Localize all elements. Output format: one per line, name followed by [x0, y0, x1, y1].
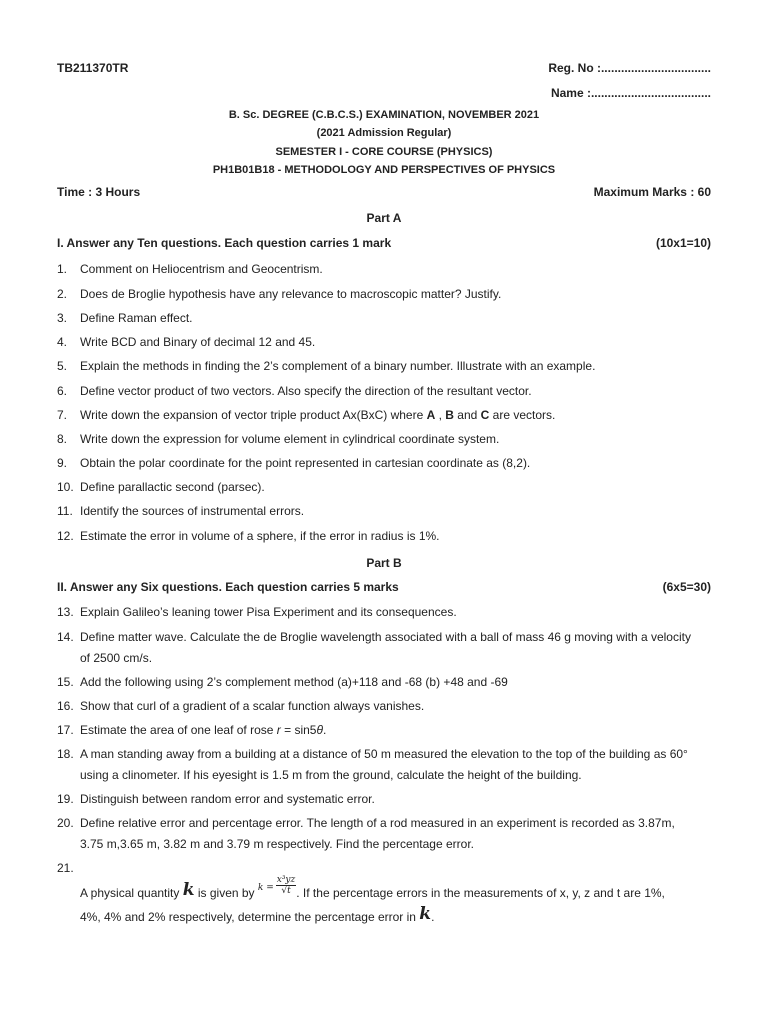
question-text-part: Estimate the area of one leaf of rose — [80, 723, 277, 737]
paper-code: TB211370TR — [57, 61, 129, 75]
part-b-title: Part B — [366, 556, 402, 570]
question-18 — [0, 747, 768, 765]
question-text-part: are vectors. — [489, 408, 556, 422]
question-text-part: Write down the expansion of vector triple product Ax(BxC) where — [80, 408, 427, 422]
question-number: 12. — [57, 529, 74, 543]
question-17 — [0, 723, 768, 741]
question-text: Define Raman effect. — [80, 311, 193, 325]
question-number: 17. — [57, 723, 74, 737]
question-text — [80, 875, 665, 900]
fraction-denominator: √t — [281, 886, 291, 896]
part-b-instruction: II. Answer any Six questions. Each question carries 5 marks — [57, 580, 399, 594]
question-number: 7. — [57, 408, 68, 422]
question-number: 13. — [57, 605, 74, 619]
part-a-marks: (10x1=10) — [655, 236, 711, 250]
question-4 — [0, 335, 768, 353]
semester-line: SEMESTER I - CORE COURSE (PHYSICS) — [275, 146, 493, 158]
question-14 — [0, 630, 768, 648]
question-9 — [0, 456, 768, 474]
question-number: 8. — [57, 432, 68, 446]
question-text: Explain Galileo’s leaning tower Pisa Experiment and its consequences. — [80, 605, 457, 619]
reg-no-field: Reg. No :................................. — [548, 61, 711, 75]
vector-c: C — [480, 408, 490, 422]
question-number: 6. — [57, 384, 68, 398]
question-text: 3.75 m,3.65 m, 3.82 m and 3.79 m respectively. Find the percentage error. — [80, 837, 474, 851]
part-a-title: Part A — [366, 211, 402, 225]
question-10 — [0, 480, 768, 498]
question-number: 19. — [57, 792, 74, 806]
question-text: Add the following using 2’s complement method (a)+118 and -68 (b) +48 and -69 — [80, 675, 508, 689]
question-20 — [0, 816, 768, 834]
question-text: Explain the methods in finding the 2’s complement of a binary number. Illustrate with an example. — [80, 359, 596, 373]
admission-line: (2021 Admission Regular) — [316, 127, 452, 139]
question-number: 9. — [57, 456, 68, 470]
question-text: Distinguish between random error and systematic error. — [80, 792, 375, 806]
question-3 — [0, 311, 768, 329]
question-text: Write down the expression for volume element in cylindrical coordinate system. — [80, 432, 500, 446]
question-text: Identify the sources of instrumental errors. — [80, 504, 305, 518]
question-text: Does de Broglie hypothesis have any relevance to macroscopic matter? Justify. — [80, 287, 502, 301]
question-number: 5. — [57, 359, 68, 373]
question-text: Define matter wave. Calculate the de Broglie wavelength associated with a ball of mass 46 g moving with a velocity — [80, 630, 691, 644]
question-number: 10. — [57, 480, 74, 494]
question-text: Define relative error and percentage error. The length of a rod measured in an experiment is recorded as 3.87m, — [80, 816, 675, 830]
question-21-line-2 — [0, 900, 768, 924]
part-b-marks: (6x5=30) — [662, 580, 711, 594]
question-text: Comment on Heliocentrism and Geocentrism. — [80, 262, 323, 276]
question-13 — [0, 605, 768, 623]
variable-r: r — [276, 723, 281, 737]
separator: , — [435, 408, 446, 422]
question-8 — [0, 432, 768, 450]
question-number: 2. — [57, 287, 68, 301]
question-12 — [0, 529, 768, 547]
question-15 — [0, 675, 768, 693]
question-text — [80, 723, 326, 737]
question-7 — [0, 408, 768, 426]
question-2 — [0, 287, 768, 305]
variable-k: k — [182, 880, 195, 900]
question-number: 3. — [57, 311, 68, 325]
question-20-continued — [0, 837, 768, 855]
variable-k: k — [419, 904, 432, 924]
question-text-part: . If the percentage errors in the measurements of x, y, z and t are 1%, — [296, 886, 665, 900]
question-text: Define vector product of two vectors. Also specify the direction of the resultant vector. — [80, 384, 532, 398]
question-text-part: 4%, 4% and 2% respectively, determine the percentage error in — [80, 910, 420, 924]
question-text: Estimate the error in volume of a sphere, if the error in radius is 1%. — [80, 529, 440, 543]
question-text: Show that curl of a gradient of a scalar function always vanishes. — [80, 699, 425, 713]
exam-title: B. Sc. DEGREE (C.B.C.S.) EXAMINATION, NOVEMBER 2021 — [228, 109, 540, 121]
question-number: 16. — [57, 699, 74, 713]
equation-lhs: k = — [257, 883, 274, 893]
question-18-continued — [0, 768, 768, 786]
question-text-part: A physical quantity — [80, 886, 183, 900]
question-text — [80, 904, 434, 924]
question-text: using a clinometer. If his eyesight is 1.5 m from the ground, calculate the height of the building. — [80, 768, 582, 782]
equation-fraction — [276, 875, 297, 896]
question-number: 20. — [57, 816, 74, 830]
question-text: Define parallactic second (parsec). — [80, 480, 265, 494]
question-text-part: . — [323, 723, 327, 737]
question-16 — [0, 699, 768, 717]
vector-a: A — [426, 408, 436, 422]
part-a-instruction: I. Answer any Ten questions. Each question carries 1 mark — [57, 236, 392, 250]
question-19 — [0, 792, 768, 810]
separator: and — [453, 408, 481, 422]
question-14-continued — [0, 651, 768, 669]
question-number: 14. — [57, 630, 74, 644]
question-text-part: is given by — [194, 886, 258, 900]
question-text — [80, 408, 555, 422]
question-text-part: . — [431, 910, 435, 924]
question-number: 18. — [57, 747, 74, 761]
vector-b: B — [445, 408, 454, 422]
question-number: 21. — [57, 861, 74, 875]
question-text: Write BCD and Binary of decimal 12 and 45. — [80, 335, 316, 349]
variable-theta: θ — [316, 723, 323, 737]
question-text: A man standing away from a building at a distance of 50 m measured the elevation to the top of the building as 60° — [80, 747, 688, 761]
question-number: 1. — [57, 262, 68, 276]
question-text-part: = sin5 — [280, 723, 317, 737]
question-1 — [0, 262, 768, 280]
question-5 — [0, 359, 768, 377]
question-text: of 2500 cm/s. — [80, 651, 153, 665]
question-text: Obtain the polar coordinate for the point represented in cartesian coordinate as (8,2). — [80, 456, 531, 470]
question-number: 15. — [57, 675, 74, 689]
course-line: PH1B01B18 - METHODOLOGY AND PERSPECTIVES OF PHYSICS — [212, 164, 556, 176]
question-21-line-1 — [0, 870, 768, 900]
maximum-marks: Maximum Marks : 60 — [593, 185, 711, 199]
question-11 — [0, 504, 768, 522]
question-6 — [0, 384, 768, 402]
question-number: 4. — [57, 335, 68, 349]
fraction-numerator: x³yz — [276, 875, 296, 885]
question-number: 11. — [57, 504, 73, 518]
time-allowed: Time : 3 Hours — [57, 185, 141, 199]
name-field: Name :.................................... — [550, 86, 711, 100]
